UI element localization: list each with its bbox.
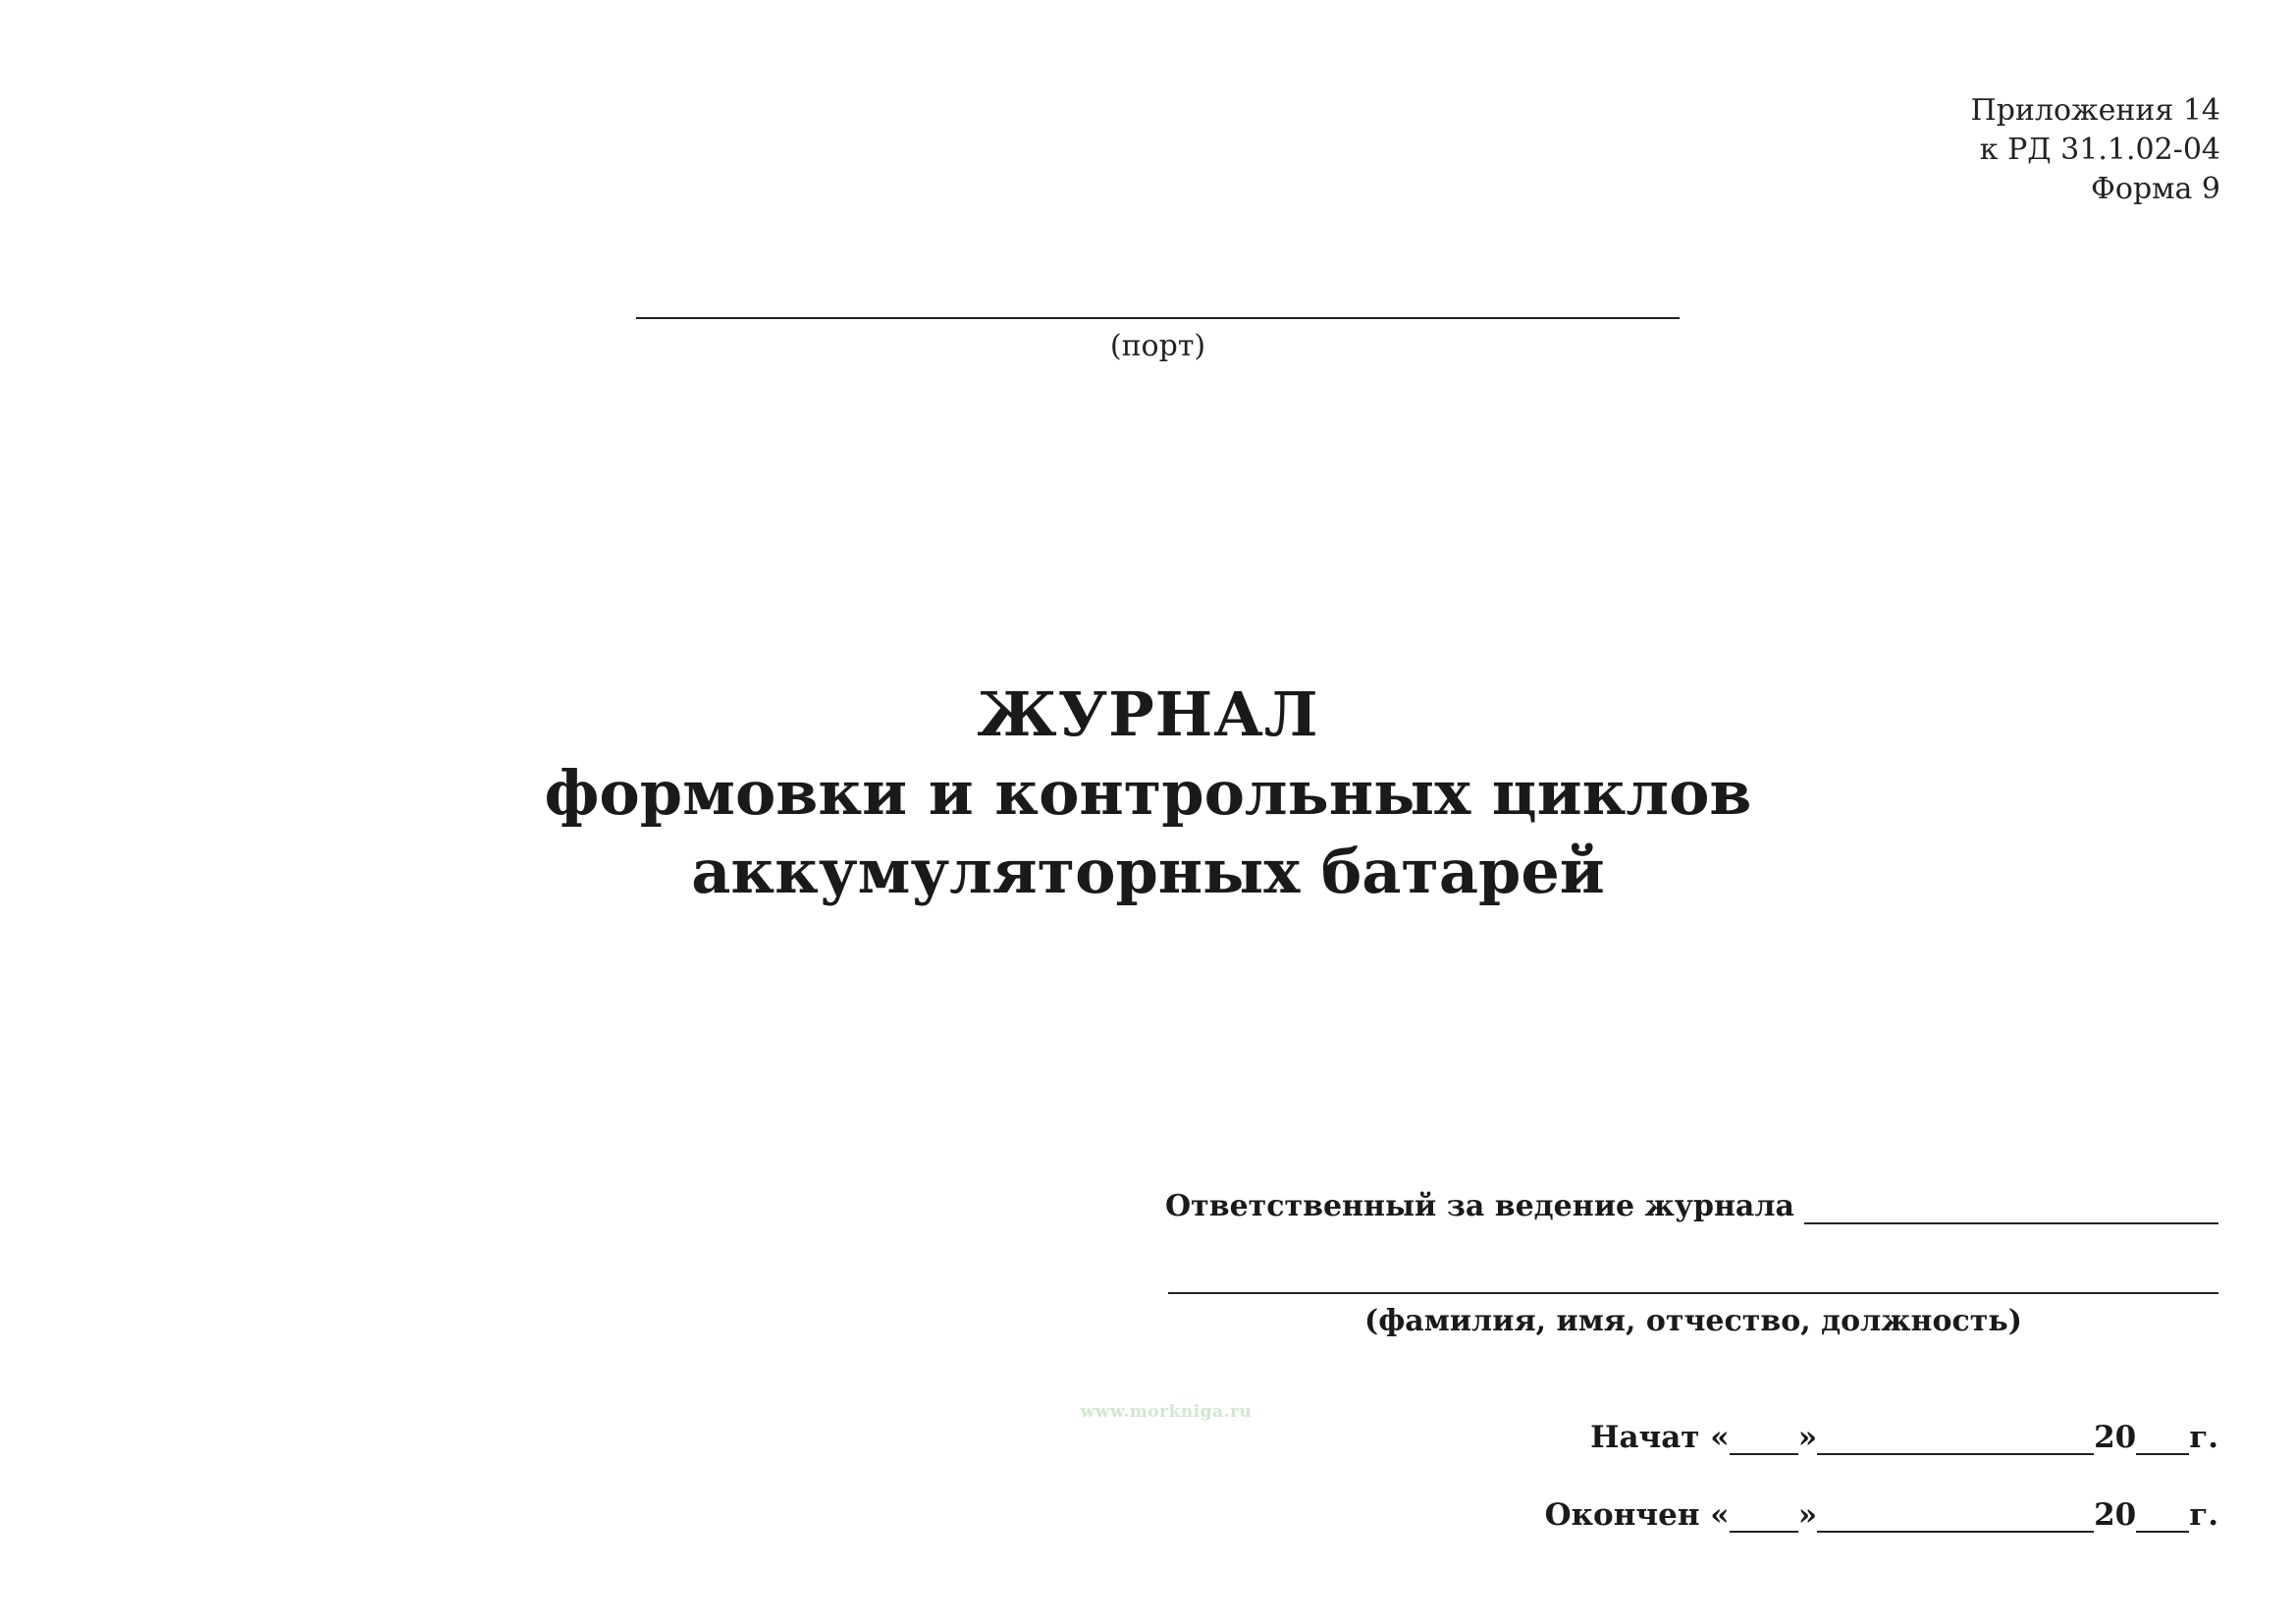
- port-name-field[interactable]: [636, 317, 1680, 319]
- responsible-person-field[interactable]: [1804, 1191, 2218, 1224]
- start-month-field[interactable]: [1817, 1424, 2094, 1455]
- end-year-suffix: г.: [2189, 1497, 2218, 1533]
- start-date-row: [1590, 1414, 2218, 1455]
- title-subheading-2: аккумуляторных батарей: [691, 836, 1605, 907]
- watermark: www.morkniga.ru: [1080, 1402, 1253, 1422]
- start-date-label: Начат «: [1590, 1420, 1730, 1455]
- appendix-number: Приложения 14: [1970, 93, 2220, 128]
- appendix-reference: [1971, 91, 2220, 209]
- start-close-quote: »: [1797, 1420, 1818, 1455]
- responsible-person-caption: (фамилия, имя, отчество, должность): [1364, 1304, 2022, 1338]
- responsible-person-row: [1165, 1183, 2218, 1224]
- end-day-field[interactable]: [1730, 1501, 1798, 1533]
- end-century: 20: [2094, 1497, 2137, 1533]
- start-year-field[interactable]: [2136, 1424, 2189, 1455]
- end-date-label: Окончен «: [1544, 1497, 1730, 1533]
- end-date-row: [1545, 1491, 2218, 1533]
- end-close-quote: »: [1797, 1497, 1818, 1533]
- document-title: [0, 676, 2296, 911]
- regulation-reference: к РД 31.1.02-04: [1979, 133, 2220, 167]
- title-subheading-1: формовки и контрольных циклов: [544, 757, 1752, 829]
- form-number: Форма 9: [2090, 172, 2220, 206]
- end-month-field[interactable]: [1817, 1501, 2094, 1533]
- responsible-person-label: Ответственный за ведение журнала: [1165, 1189, 1794, 1223]
- start-day-field[interactable]: [1730, 1424, 1798, 1455]
- start-century: 20: [2094, 1420, 2137, 1455]
- responsible-person-field-line2[interactable]: [1168, 1292, 2218, 1294]
- port-caption: (порт): [1109, 329, 1206, 363]
- end-year-field[interactable]: [2136, 1501, 2189, 1533]
- title-heading: ЖУРНАЛ: [977, 678, 1319, 750]
- start-year-suffix: г.: [2189, 1420, 2218, 1455]
